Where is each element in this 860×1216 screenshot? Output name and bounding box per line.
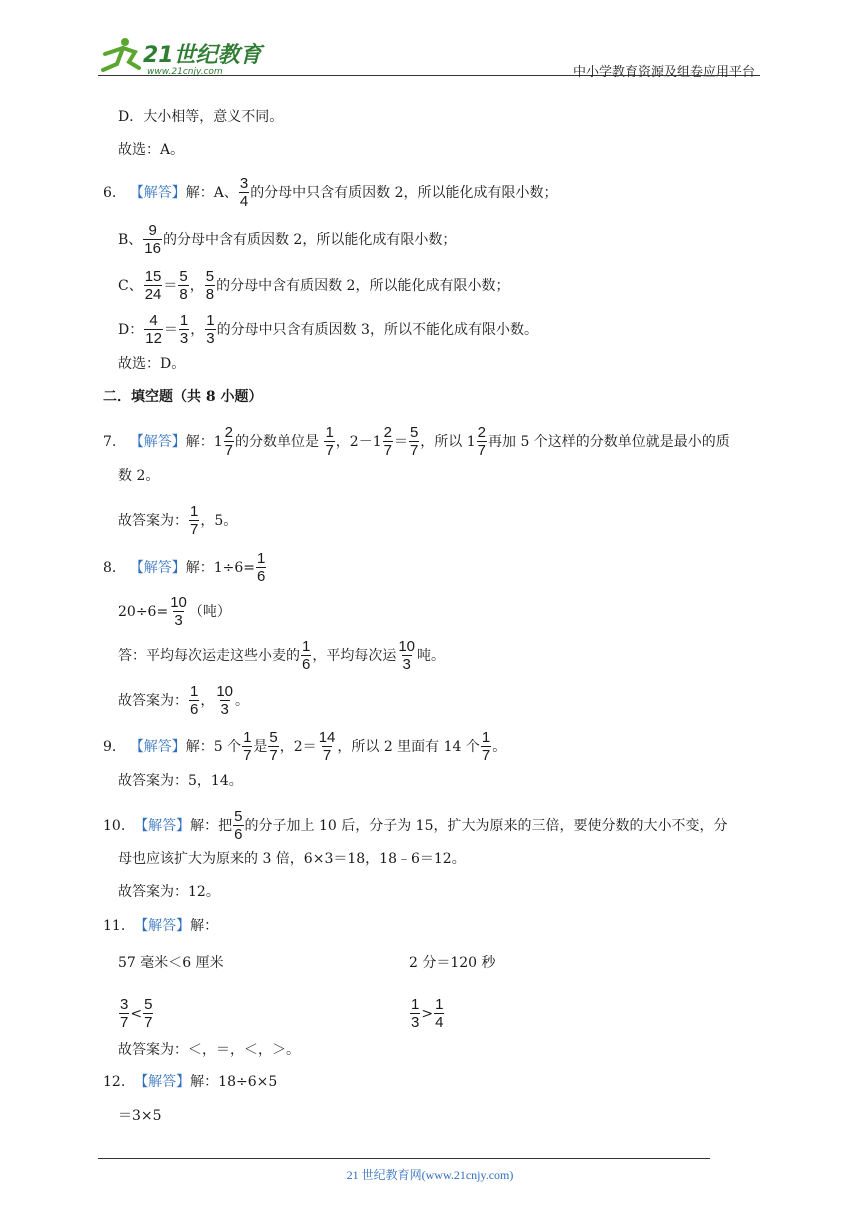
fraction-3-4 [239,175,249,210]
footer-divider [98,1158,710,1159]
denominator: 8 [205,286,215,303]
question-7-cont: 数 2。 [118,468,160,484]
fraction [189,683,199,718]
answer-tag: 【解答】 [129,433,186,450]
answer-tag: 【解答】 [134,817,191,834]
numerator: 5 [144,996,153,1013]
fraction [144,312,163,347]
denominator: 7 [224,442,233,459]
denominator: 24 [144,286,162,303]
numerator: 14 [318,729,336,746]
question-11-answer: 故答案为：＜，＝，＜，＞。 [118,1042,300,1058]
numerator: 10 [216,683,234,700]
fraction [383,424,393,459]
numerator: 1 [243,729,252,746]
denominator: 8 [179,286,188,303]
fraction [143,222,162,257]
question-9-answer: 故答案为：5，14。 [118,773,243,789]
fraction [397,638,416,673]
fraction [215,683,234,718]
denominator: 7 [120,1014,129,1031]
question-12-cont: ＝3×5 [118,1108,162,1124]
question-11-left-1: 57 毫米＜6 厘米 [118,955,224,971]
question-6-d: D： $\frac{4}{12}$ ＝ $\frac{1}{3}$ ， $\frac{1}{3}$ 的分母中只含有质因数 3，所以不能化成有限小数。 [118,312,538,347]
question-8-answer: 故答案为： $\frac{1}{6}$ ， $\frac{10}{3}$ 。 [118,683,250,718]
denominator: 7 [144,1014,153,1031]
answer-tag: 【解答】 [134,918,191,934]
question-8-b: 20÷6= $\frac{10}{3}$ （吨） [118,594,231,629]
denominator: 3 [402,656,411,673]
numerator: 5 [409,424,419,441]
numerator: 1 [257,550,266,567]
denominator: 3 [411,1014,420,1031]
answer-tag: 【解答】 [134,1074,191,1090]
numerator: 1 [435,996,444,1013]
fraction [179,312,189,347]
fraction [434,996,444,1031]
fraction [481,729,491,764]
answer-tag: 【解答】 [129,184,186,201]
fraction [256,550,266,585]
svg-text:www.21cnjy.com: www.21cnjy.com [147,67,223,77]
fraction [233,808,243,843]
option-d-text: D．大小相等，意义不同。 [118,109,284,125]
question-11: 11. 【解答】 解： [103,918,219,934]
fraction [189,503,199,538]
fraction [268,729,278,764]
denominator: 7 [269,747,278,764]
numerator: 3 [239,175,249,192]
denominator: 6 [190,701,199,718]
numerator: 1 [179,312,189,329]
numerator: 2 [224,424,233,441]
numerator: 3 [120,996,129,1013]
denominator: 16 [144,240,161,257]
fraction [144,268,163,303]
numerator: 1 [302,638,311,655]
fraction [169,594,188,629]
denominator: 7 [481,747,491,764]
denominator: 7 [325,442,334,459]
denominator: 3 [174,612,183,629]
numerator: 1 [325,424,334,441]
header-divider [98,75,760,76]
fraction [324,424,334,459]
fraction [205,312,215,347]
denominator: 7 [409,442,419,459]
fraction [318,729,337,764]
denominator: 7 [477,442,486,459]
denominator: 6 [302,656,311,673]
denominator: 4 [435,1014,444,1031]
answer-tag: 【解答】 [129,738,186,755]
question-6-answer: 故选：D。 [118,356,186,372]
numerator: 5 [179,268,188,285]
fraction [477,424,487,459]
question-7-answer: 故答案为： $\frac{1}{7}$ ，5。 [118,503,238,538]
numerator: 1 [190,683,199,700]
platform-title: 中小学教育资源及组卷应用平台 [572,65,755,80]
site-logo [95,36,275,78]
denominator: 6 [257,568,266,585]
footer-link[interactable]: 21 世纪教育网(www.21cnjy.com) [346,1168,514,1182]
denominator: 12 [145,330,162,347]
answer-tag: 【解答】 [129,559,186,576]
numerator: 5 [234,808,243,825]
runner-icon [103,38,139,70]
question-12: 12. 【解答】 解：18÷6×5 [103,1074,278,1090]
numerator: 1 [411,996,420,1013]
denominator: 7 [190,521,199,538]
numerator: 5 [269,729,278,746]
denominator: 7 [383,442,392,459]
question-10-answer: 故答案为：12。 [118,884,220,900]
question-7: 7. 【解答】 解：1 $\frac{2}{7}$ 的分数单位是 $\frac{1}{7}$ ，2－1 $\frac{2}{7}$ ＝ $\frac{5}{7}$ ，所以 1 $\frac{2}{7}$ 再加 5 个这样的分数单位就是最小的质 [103,424,730,459]
fraction [409,424,419,459]
numerator: 4 [149,312,158,329]
numerator: 15 [144,268,162,285]
numerator: 1 [206,312,215,329]
fraction [143,996,153,1031]
denominator: 3 [179,330,189,347]
denominator: 7 [322,747,332,764]
fraction [178,268,188,303]
answer-line: 故选：A。 [118,142,185,158]
numerator: 9 [148,222,157,239]
numerator: 2 [477,424,486,441]
numerator: 1 [190,503,199,520]
fraction [119,996,129,1031]
question-9: 9. 【解答】 解：5 个 $\frac{1}{7}$ 是 $\frac{5}{7}$ ，2＝ $\frac{14}{7}$ ，所以 2 里面有 14 个 $\frac{1}{7}$ 。 [103,729,507,764]
svg-text:21世纪教育: 21世纪教育 [143,43,262,68]
fraction [205,268,215,303]
question-11-right-2: $\frac{1}{3}$ > $\frac{1}{4}$ [411,996,444,1031]
fraction [301,638,311,673]
numerator: 5 [205,268,215,285]
question-8-c: 答：平均每次运走这些小麦的 $\frac{1}{6}$ ，平均每次运 $\frac{10}{3}$ 吨。 [118,638,446,673]
question-11-left-2: $\frac{3}{7}$ < $\frac{5}{7}$ [120,996,153,1031]
question-6-b: B、 $\frac{9}{16}$ 的分母中含有质因数 2，所以能化成有限小数； [118,222,457,257]
question-10: 10. 【解答】 解：把 $\frac{5}{6}$ 的分子加上 10 后，分子为 15，扩大为原来的三倍，要使分数的大小不变，分 [103,808,728,843]
question-8: 8. 【解答】 解：1÷6= $\frac{1}{6}$ [103,550,266,585]
question-6: 6. 【解答】 解：A、 $\frac{3}{4}$ 的分母中只含有质因数 2，所以能化成有限小数； [103,175,558,210]
question-11-right-1: 2 分＝120 秒 [409,955,496,971]
question-10-cont: 母也应该扩大为原来的 3 倍，6×3＝18，18﹣6＝12。 [118,851,466,867]
fraction [224,424,234,459]
numerator: 10 [170,594,187,611]
numerator: 10 [398,638,416,655]
numerator: 1 [481,729,491,746]
numerator: 2 [383,424,392,441]
denominator: 6 [234,826,243,843]
fraction [242,729,252,764]
denominator: 3 [220,701,229,718]
fraction [410,996,420,1031]
denominator: 3 [206,330,215,347]
question-6-c: C、 $\frac{15}{24}$ ＝ $\frac{5}{8}$ ， $\frac{5}{8}$ 的分母中含有质因数 2，所以能化成有限小数； [118,268,510,303]
section-heading: 二．填空题（共 8 小题） [103,389,263,405]
denominator: 4 [239,193,249,210]
denominator: 7 [243,747,252,764]
